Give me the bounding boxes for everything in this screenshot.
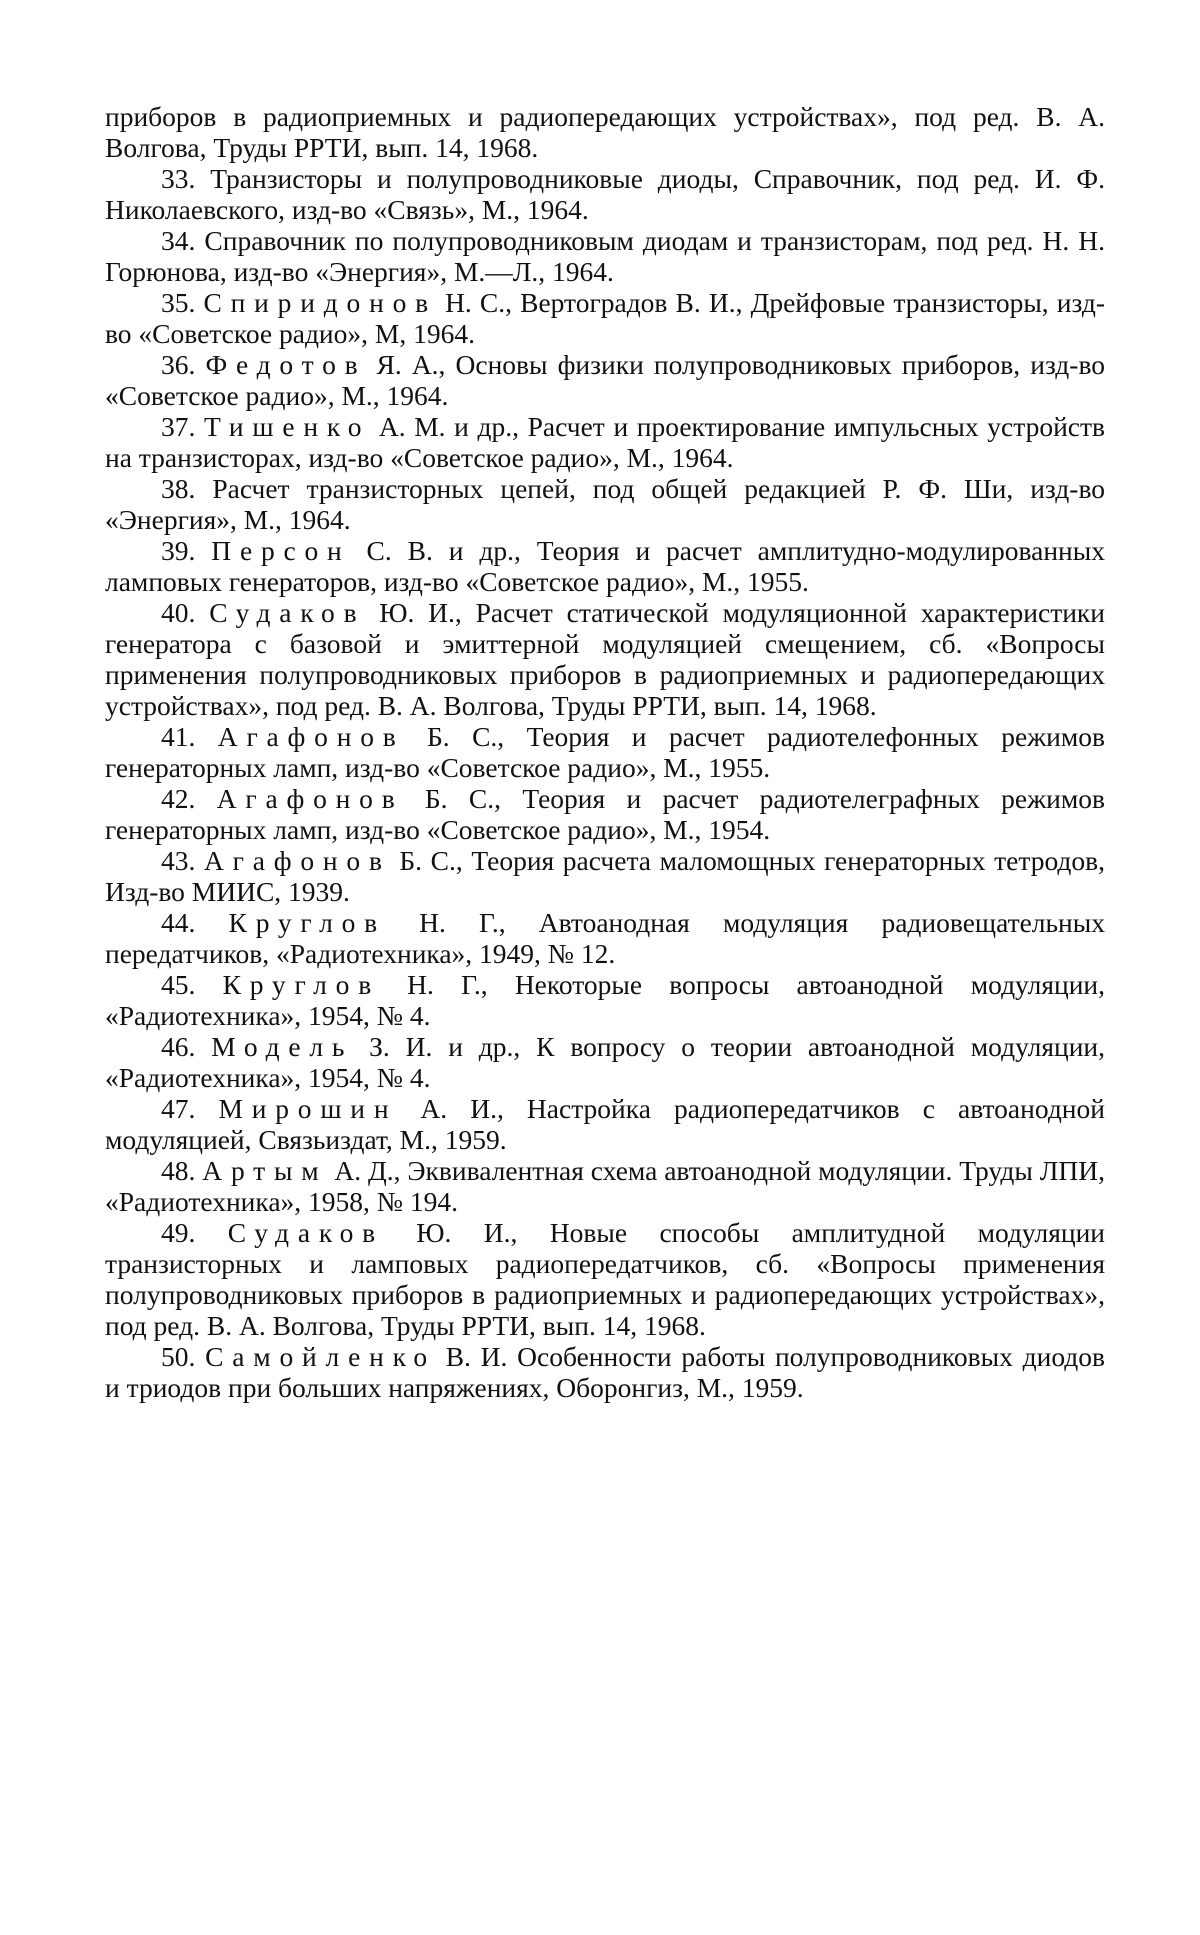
reference-author: Агафонов [217, 721, 405, 752]
reference-39 [105, 535, 1105, 597]
reference-author: Круглов [222, 969, 380, 1000]
reference-49 [105, 1217, 1105, 1341]
reference-author: Агафонов [216, 783, 404, 814]
reference-37 [105, 411, 1105, 473]
reference-40 [105, 597, 1105, 721]
reference-text: Н. С., Вертоградов В. И., Дрейфовые транзисторы, изд-во «Советское радио», М, 1964. [105, 287, 1106, 349]
reference-author: Круглов [228, 907, 386, 938]
reference-number: 40. [161, 597, 196, 628]
reference-number: 46. [161, 1031, 196, 1062]
reference-50 [105, 1341, 1105, 1403]
reference-author: Агафонов [204, 845, 391, 876]
reference-author: Персон [211, 535, 351, 566]
reference-author: Артым [202, 1155, 328, 1186]
reference-text: З. И. и др., К вопросу о теории автоанодной модуляции, «Радиотехника», 1954, № 4. [105, 1031, 1106, 1093]
reference-author: Федотов [205, 349, 367, 380]
reference-author: Самойленко [205, 1341, 436, 1372]
reference-45 [105, 969, 1105, 1031]
reference-text: Я. А., Основы физики полупроводниковых приборов, изд-во «Советское радио», М., 1964. [105, 349, 1106, 411]
reference-number: 34. [161, 225, 196, 256]
reference-number: 38. [161, 473, 196, 504]
reference-text: В. И. Особенности работы полупроводниковых диодов и триодов при больших напряжениях, Оборонгиз, М., 1959. [105, 1341, 1106, 1403]
reference-text: приборов в радиоприемных и радиопередающих устройствах», под ред. В. А. Волгова, Труды РРТИ, вып. 14, 1968. [105, 101, 1105, 163]
reference-text: С. В. и др., Теория и расчет амплитудно-модулированных ламповых генераторов, изд-во «Советское радио», М., 1955. [105, 535, 1106, 597]
reference-38 [105, 473, 1105, 535]
reference-number: 42. [161, 783, 196, 814]
reference-33 [105, 163, 1105, 225]
reference-author: Модель [211, 1031, 354, 1062]
reference-text: Б. С., Теория расчета маломощных генераторных тетродов, Изд-во МИИС, 1939. [105, 845, 1106, 907]
reference-text: А. Д., Эквивалентная схема автоанодной модуляции. Труды ЛПИ, «Радиотехника», 1958, № 194. [105, 1155, 1106, 1217]
reference-36 [105, 349, 1105, 411]
reference-number: 35. [161, 287, 196, 318]
reference-43 [105, 845, 1105, 907]
reference-text: Транзисторы и полупроводниковые диоды, Справочник, под ред. И. Ф. Николаевского, изд-во «Связь», М., 1964. [105, 163, 1106, 225]
reference-text: Б. С., Теория и расчет радиотелеграфных режимов генераторных ламп, изд-во «Советское радио», М., 1954. [105, 783, 1105, 845]
reference-46 [105, 1031, 1105, 1093]
reference-48 [105, 1155, 1105, 1217]
reference-41 [105, 721, 1105, 783]
reference-number: 41. [161, 721, 196, 752]
reference-number: 47. [161, 1093, 196, 1124]
reference-text: Б. С., Теория и расчет радиотелефонных режимов генераторных ламп, изд-во «Советское радио», М., 1955. [105, 721, 1106, 783]
reference-number: 43. [161, 845, 196, 876]
reference-text: Н. Г., Некоторые вопросы автоанодной модуляции, «Радиотехника», 1954, № 4. [105, 969, 1105, 1031]
reference-number: 37. [161, 411, 196, 442]
reference-text: Н. Г., Автоанодная модуляция радиовещательных передатчиков, «Радиотехника», 1949, № 12. [105, 907, 1106, 969]
reference-35 [105, 287, 1105, 349]
reference-text: А. И., Настройка радиопередатчиков с автоанодной модуляцией, Связьиздат, М., 1959. [105, 1093, 1105, 1155]
reference-42 [105, 783, 1105, 845]
reference-number: 33. [161, 163, 196, 194]
reference-text: Расчет транзисторных цепей, под общей редакцией Р. Ф. Ши, изд-во «Энергия», М., 1964. [105, 473, 1105, 535]
reference-author: Судаков [209, 597, 366, 628]
reference-author: Тишенко [204, 411, 371, 442]
reference-number: 39. [161, 535, 196, 566]
reference-number: 44. [161, 907, 196, 938]
reference-44 [105, 907, 1105, 969]
reference-list [105, 101, 1105, 1403]
reference-47 [105, 1093, 1105, 1155]
reference-author: Судаков [227, 1217, 384, 1248]
reference-34 [105, 225, 1105, 287]
reference-number: 50. [161, 1341, 196, 1372]
reference-text: А. М. и др., Расчет и проектирование импульсных устройств на транзисторах, изд-во «Советское радио», М., 1964. [105, 411, 1106, 473]
reference-number: 45. [161, 969, 196, 1000]
reference-author: Спиридонов [203, 287, 437, 318]
reference-text: Ю. И., Расчет статической модуляционной характеристики генератора с базовой и эмиттерной модуляцией смещением, сб. «Вопросы применения полупроводниковых приборов в радиоприемных и радиопередающих устройствах», под ред. В. А. Волгова, Труды РРТИ, вып. 14, 1968. [105, 597, 1106, 721]
reference-continuation [105, 101, 1105, 163]
reference-number: 48. [161, 1155, 196, 1186]
reference-text: Справочник по полупроводниковым диодам и транзисторам, под ред. Н. Н. Горюнова, изд-во «Энергия», М.—Л., 1964. [105, 225, 1105, 287]
reference-text: Ю. И., Новые способы амплитудной модуляции транзисторных и ламповых радиопередатчиков, сб. «Вопросы применения полупроводниковых приборов в радиоприемных и радиопередающих устройствах», под ред. В. А. Волгова, Труды РРТИ, вып. 14, 1968. [105, 1217, 1105, 1341]
reference-author: Мирошин [218, 1093, 398, 1124]
reference-number: 36. [161, 349, 196, 380]
reference-number: 49. [161, 1217, 196, 1248]
